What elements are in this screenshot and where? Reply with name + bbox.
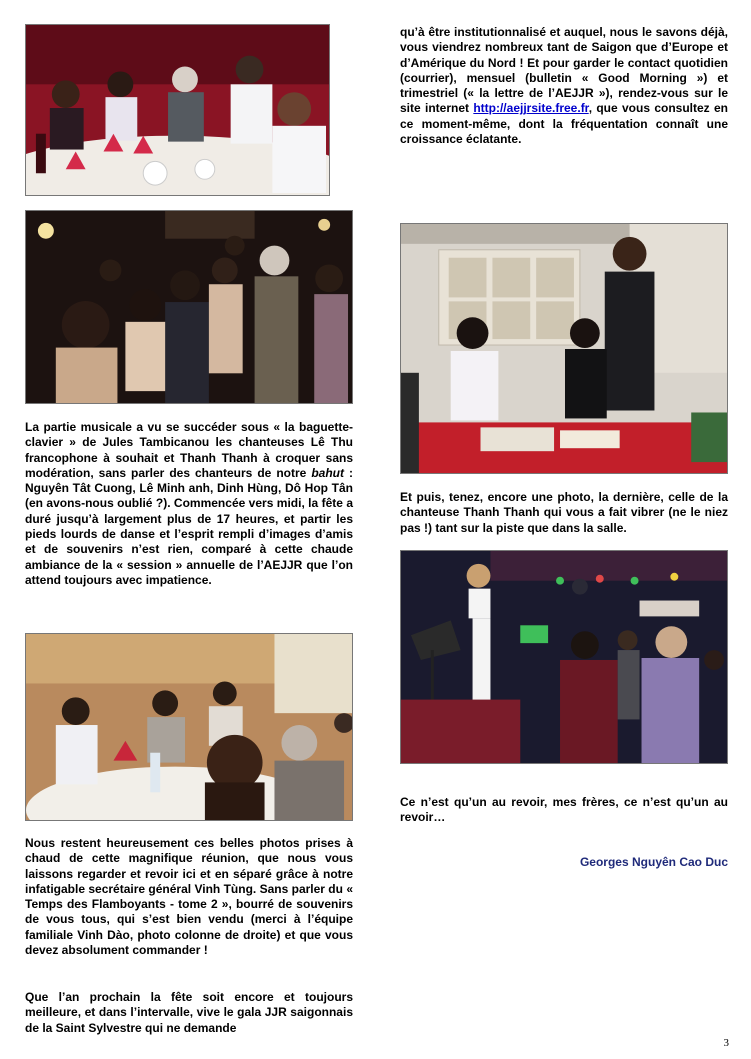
photos-paragraph: Nous restent heureusement ces belles photos prises à chaud de cette magnifique réunion, que nous vous laissons regarder et revoir ici et en séparé grâce à notre infatigable secrétaire général Vinh Tùng. Sans parler du « Temps des Flamboyants - tome 2 », bourré de souvenirs de vous tous, qui s’est bien vendu (merci à l’équipe familiale Vinh Dào, photo colonne de droite) et que vous devez absolument commander ! — [25, 836, 353, 958]
dance-floor-photo — [25, 210, 353, 404]
aejjr-site-link[interactable]: http://aejjrsite.free.fr — [473, 101, 589, 116]
author-signature: Georges Nguyên Cao Duc — [579, 855, 728, 869]
bahut-emphasis: bahut — [311, 465, 344, 480]
page-number: 3 — [723, 1037, 729, 1049]
farewell-paragraph: Ce n’est qu’un au revoir, mes frères, ce n’est qu’un au revoir… — [400, 795, 728, 825]
continued-paragraph: qu’à être institutionnalisé et auquel, nous le savons déjà, vous viendrez nombreux tant de Saigon que d’Europe et d’Amérique du Nord ! Et pour garder le contact quotidien (courrier), mensuel (bulletin « Good Morning ») et trimestriel (« la lettre de l’AEJJR »), rendez-vous sur le site internet http://aejjrsite.free.fr, que vous consultez en ce moment-même, dont la fréquentation connaît une croissance éclatante. — [400, 25, 728, 147]
singer-stage-photo — [400, 550, 728, 764]
guests-table-photo — [25, 633, 353, 821]
banquet-table-photo — [25, 24, 330, 196]
musical-program-paragraph: La partie musicale a vu se succéder sous « la baguette-clavier » de Jules Tambicanou les chanteuses Lê Thu francophone à souhait et Thanh Thanh à croquer sans modération, sans parler des chanteurs de notre bahut : Nguyên Tât Cuong, Lê Minh anh, Dinh Hùng, Dô Hop Tân (en avons-nous oublié ?). Commencée vers midi, la fête a duré jusqu’à largement plus de 17 heures, et partir les pieds lourds de danse et l’esprit rempli d’images d’amis et de souvenirs n’est rien, comparé à cette chaude ambiance de la « session » annuelle de l’AEJJR que l’on attend toujours avec impatience. — [25, 420, 353, 587]
next-year-paragraph: Que l’an prochain la fête soit encore et toujours meilleure, et dans l’intervalle, vive le gala JJR saigonnais de la Saint Sylvestre qui ne demande — [25, 990, 353, 1035]
last-photo-paragraph: Et puis, tenez, encore une photo, la dernière, celle de la chanteuse Thanh Thanh qui vous a fait vibrer (ne le niez pas !) tant sur la piste que dans la salle. — [400, 490, 728, 535]
signing-table-photo — [400, 223, 728, 474]
